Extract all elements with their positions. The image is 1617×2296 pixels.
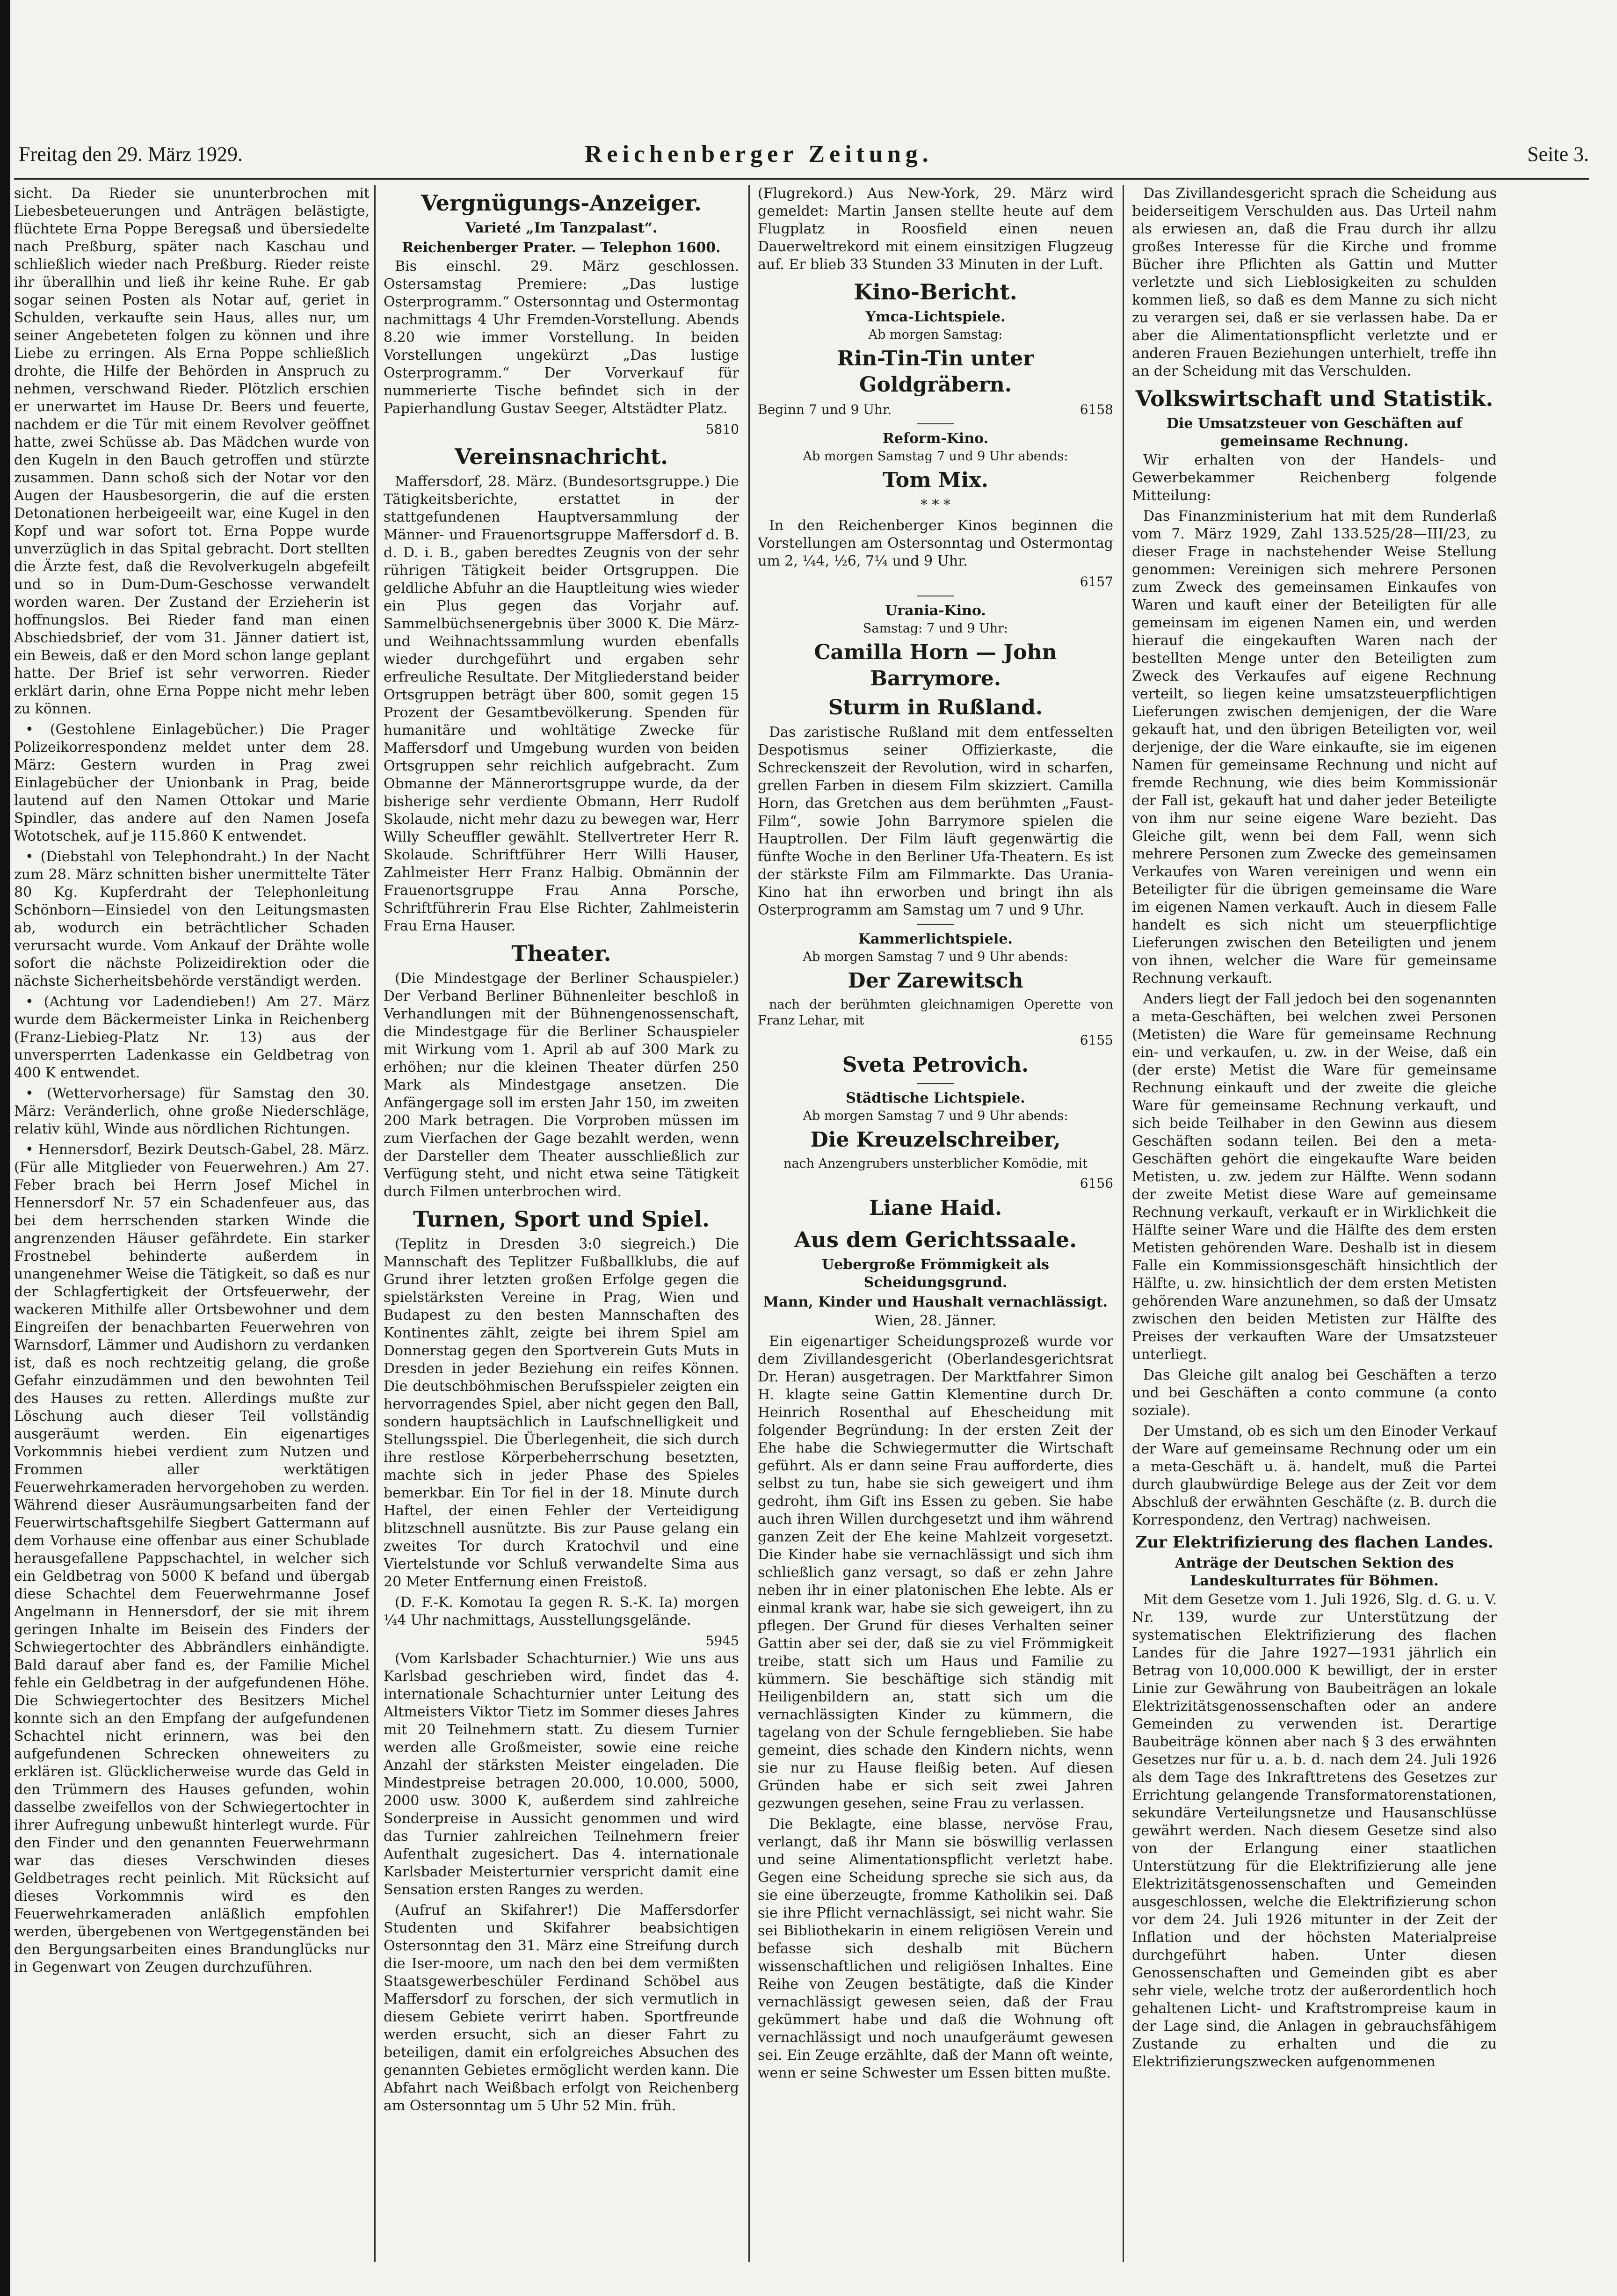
- ymca-film-title: Rin-Tin-Tin unter Goldgräbern.: [837, 347, 1034, 397]
- umsatz-text-1: Das Finanzministerium hat mit dem Runderlaß vom 7. März 1929, Zahl 133.525/28—III/23, zu dieser Frage in nachstehender Weise Stellung genommen: Vereinigen sich mehrere Personen zum Zweck des gemeinsamen Einkaufes von Waren und kauft einer der Beteiligten für alle gemeinsam im eigenen Namen ein, und werden hierauf die eingekauften Waren nach der bestellten Menge unter den Beteiligten zum Zweck des Verkaufes auf eigene Rechnung verteilt, so liegen keine umsatzsteuerpflichtigen Lieferungen zwischen demjenigen, der die Ware gekauft hat, und den übrigen Beteiligten vor, weil derjenige, der die Ware einkaufte, sie im eigenen Namen für gemeinsame Rechnung und nicht auf fremde Rechnung, wie dies beim Kommissionär der Fall ist, gekauft hat und daher jeder Beteiligte von ihm nur seine eigene Ware bezieht. Das Gleiche gilt, wenn bei dem Fall, wenn sich mehrere Personen zum Zwecke des gemeinsamen Verkaufes von Waren vereinigen und wenn ein Beteiligter für die übrigen gemeinsame die Ware im eigenen Namen verkauft. Auch in diesem Falle handelt es sich nicht um steuerpflichtige Lieferungen zwischen den Beteiligten und jenem von ihnen, welcher die Ware für gemeinsame Rechnung verkauft.: [1132, 508, 1497, 987]
- kammer-code: 6155: [1080, 1032, 1113, 1048]
- urania-stars: Camilla Horn — John Barrymore.: [814, 640, 1057, 690]
- gericht-text: Ein eigenartiger Scheidungsprozeß wurde vor dem Zivillandesgericht (Oberlandesgerichtsrat Dr. Heran) ausgetragen. Der Marktfahrer Simon H. klagte seine Gattin Klementine durch Dr. Heinrich Rosenthal auf Ehescheidung mit folgender Begründung: In der ersten Zeit der Ehe habe die Schwiegermutter die Wirtschaft geführt. Als er dann seine Frau aufforderte, dies selbst zu tun, habe sie sich geweigert und ihm gedroht, ihm Gift ins Essen zu geben. Sie habe auch ihren Willen durchgesetzt und ihm während ganzen Zeit der Ehe keine Mahlzeit vorgesetzt. Die Kinder habe sie vernachlässigt und sich ihm schließlich ganz versagt, so daß er zehn Jahre neben ihr in einer platonischen Ehe lebte. Als er einmal krank war, habe sie sich geweigert, ihn zu pflegen. Der Grund für dieses Verhalten seiner Gattin aber sei der, daß sie zu viel Frömmigkeit treibe, statt sich um Haus und Familie zu kümmern. Sie beschäftige sich ständig mit Heiligenbildern an, statt sich um die vernachlässigten Kinder zu kümmern, die tagelang von der Schule ferngeblieben. Sie habe gemeint, dies schade den Kindern nichts, wenn sie nur zu Hause fleißig beten. Auf diesen Gründen habe er sich seit zwei Jahren gezwungen gesehen, seine Frau zu verlassen.: [758, 1333, 1113, 1812]
- staedt-star: Liane Haid.: [869, 1196, 1002, 1220]
- staedt-subline: Ab morgen Samstag 7 und 9 Uhr abends:: [803, 1109, 1068, 1123]
- gericht-dateline: Wien, 28. Jänner.: [874, 1313, 997, 1329]
- umsatzsteuer-subtitle: Die Umsatzsteuer von Geschäften auf gemeinsame Rechnung.: [1166, 415, 1463, 450]
- column-divider-3: [1123, 185, 1124, 2262]
- theater-text: (Die Mindestgage der Berliner Schauspieler.) Der Verband Berliner Bühnenleiter beschloß in Verhandlungen mit der Bühnengenossenschaft, die Mindestgage für die Berliner Schauspieler mit Wirkung vom 1. April ab auf 300 Mark zu erhöhen; nur die kleinen Theater dürfen 250 Mark als Mindestgage ansetzen. Die Anfängergage soll im ersten Jahr 150, im zweiten 200 Mark betragen. Die Vorproben müssen im zum Vierfachen der Gage bezahlt werden, wenn der Darsteller dem Theater ausschließlich zur Verfügung steht, und nicht etwa seine Tätigkeit durch Filmen unterbrochen wird.: [384, 970, 739, 1200]
- scheidung-urteil: Das Zivillandesgericht sprach die Scheidung aus beiderseitigem Verschulden aus. Das Urteil nahm als erwiesen an, daß die Frau durch ihr allzu großes Interesse für die Kirche und fromme Bücher ihre Pflichten als Gattin und Mutter verletzte und sich Lieblosigkeiten zu schulden kommen ließ, so daß es dem Manne zu sich nicht zu verargen sei, daß er sie verlassen habe. Da er aber die Alimentationspflicht verletzte und er anderen Frauen Beziehungen unterhielt, treffe ihn an der Scheidung mit das Verschulden.: [1132, 185, 1497, 379]
- turnen-note: (D. F.-K. Komotau Ia gegen R. S.-K. Ia) morgen ¼4 Uhr nachmittags, Ausstellungsgelände.: [384, 1594, 739, 1628]
- ymca-subline: Ab morgen Samstag:: [868, 327, 1003, 342]
- turnen-code: 5945: [705, 1633, 739, 1649]
- kammer-film-title: Der Zarewitsch: [848, 969, 1023, 993]
- urania-text: Das zaristische Rußland mit dem entfesselten Despotismus seiner Offizierkaste, die Schreckenszeit der Revolution, wird in scharfen, grellen Farben in diesem Film skizziert. Camilla Horn, das Gretchen aus dem berühmten „Faust-Film“, sowie John Barrymore spielen die Hauptrollen. Der Film läuft gegenwärtig die fünfte Woche in den Berliner Ufa-Theatern. Es ist der stärkste Film am Filmmarkte. Das Urania-Kino hat ihn erworben und bringt ihn als Osterprogramm am Samstag um 7 und 9 Uhr.: [758, 724, 1113, 918]
- umsatz-text-3: Das Gleiche gilt analog bei Geschäften a terzo und bei Geschäften a conto commune (a conto soziale).: [1132, 1367, 1497, 1419]
- section-vereinsnachricht: Vereinsnachricht.: [454, 444, 668, 469]
- gericht-subtitle-1: Uebergroße Frömmigkeit als Scheidungsgrund.: [822, 1257, 1049, 1291]
- reform-heading: Reform-Kino.: [882, 430, 989, 447]
- section-kino-bericht: Kino-Bericht.: [854, 279, 1017, 305]
- umsatz-text-4: Der Umstand, ob es sich um den Einoder Verkauf der Ware auf gemeinsame Rechnung oder um ein a meta-Geschäft u. ä. handelt, muß die Partei durch glaubwürdige Belege aus der Zeit vor dem Abschluß der erwähnten Geschäfte (z. B. durch die Korrespondenz, den Vertrag) nachweisen.: [1132, 1423, 1497, 1528]
- news-ladendiebe: • (Achtung vor Ladendieben!) Am 27. März wurde dem Bäckermeister Linka in Reichenberg (Franz-Liebieg-Platz Nr. 13) aus der unversperrten Ladenkasse ein Geldbetrag von 400 K entwendet.: [14, 994, 370, 1081]
- separator: [917, 423, 954, 424]
- reform-film-title: Tom Mix.: [883, 468, 988, 492]
- column-3: [758, 185, 1113, 2262]
- prater-text: Bis einschl. 29. März geschlossen. Ostersamstag Premiere: „Das lustige Osterprogramm.“ Ostersonntag und Ostermontag nachmittags 4 Uhr Fremden-Vorstellung. Abends 8.20 wie immer Vorstellung. In beiden Vorstellungen ungekürzt „Das lustige Osterprogramm.“ Der Vorverkauf für nummerierte Tische befindet sich in der Papierhandlung Gustav Seeger, Altstädter Platz.: [384, 258, 739, 417]
- separator: [917, 924, 954, 925]
- kammer-subline: Ab morgen Samstag 7 und 9 Uhr abends:: [803, 950, 1068, 964]
- masthead-rule: [14, 178, 1589, 180]
- column-4: [1132, 185, 1497, 2262]
- ymca-time-line: [758, 401, 1113, 419]
- turnen-text: (Teplitz in Dresden 3:0 siegreich.) Die Mannschaft des Teplitzer Fußballklubs, die auf Grund ihrer letzten großen Erfolge gegen die spielstärksten Vereine in Prag, Wien und Budapest zu den besten Mannschaften des Kontinentes zählt, zeigte bei ihrem Spiel am Donnerstag gegen den Sportverein Guts Muts in Dresden in jeder Beziehung ein reifes Können. Die deutschböhmischen Berufsspieler zeigten ein hervorragendes Spiel, aber nicht gegen den Ball, sondern hauptsächlich in Laufschnelligkeit und Stellungsspiel. Die Überlegenheit, die sich durch ihre restlose Körperbeherrschung besetzten, machte sich in jeder Phase des Spieles bemerkbar. Ein Tor fiel in der 18. Minute durch Haftel, der einen Fehler der Verteidigung blitzschnell ausnützte. Bis zur Pause gelang ein zweites Tor durch Kratochvil und eine Viertelstunde vor Schluß verwandelte Sima aus 20 Meter Entfernung einen Freistoß.: [384, 1236, 739, 1590]
- prater-code: 5810: [705, 421, 739, 437]
- umsatz-intro: Wir erhalten von der Handels- und Gewerbekammer Reichenberg folgende Mitteilung:: [1132, 452, 1497, 504]
- article-notar-continued: sicht. Da Rieder sie ununterbrochen mit Liebesbeteuerungen und Anträgen belästigte, flüchtete Erna Poppe Beregsaß und übersiedelte nach Preßburg, später nach Kaschau und schließlich wieder nach Preßburg. Rieder reiste ihr überallhin und ließ ihr keine Ruhe. Er gab sogar seinen Posten als Notar auf, geriet in Schulden, verkaufte sein Haus, alles nur, um seiner Angebeteten folgen zu können und ihre Liebe zu erringen. Als Erna Poppe schließlich drohte, die Hilfe der Behörden in Anspruch zu nehmen, verschwand Rieder. Plötzlich erschien er unerwartet im Hause Dr. Beers und feuerte, nachdem er die Tür mit einem Revolver geöffnet hatte, zwei Schüsse ab. Das Mädchen wurde von den Kugeln in den Bauch getroffen und stürzte zusammen. Dann schoß sich der Notar vor den Augen der Hausbesorgerin, die auf die ersten Detonationen herbeigeeilt war, eine Kugel in den Kopf und war sofort tot. Erna Poppe wurde unverzüglich in das Spital gebracht. Dort stellten die Ärzte fest, daß die Revolverkugeln abgefeilt und so in Dum-Dum-Geschosse verwandelt worden waren. Der Zustand der Erzieherin ist hoffnungslos. Bei Rieder fand man einen Abschiedsbrief, der vom 31. Jänner datiert ist, ein Beweis, daß er den Mord schon lange geplant hatte. Der Brief ist sehr verworren. Rieder erklärt darin, ohne Erna Poppe nicht mehr leben zu können.: [14, 185, 370, 717]
- ymca-time: Beginn 7 und 9 Uhr.: [758, 402, 892, 417]
- kinos-code: 6157: [1080, 574, 1113, 589]
- urania-heading: Urania-Kino.: [885, 603, 986, 619]
- turnen-code-line: [384, 1632, 739, 1650]
- newspaper-title: Reichenberger Zeitung.: [585, 141, 933, 167]
- scan-edge: [0, 0, 10, 2296]
- schach-text: (Vom Karlsbader Schachturnier.) Wie uns aus Karlsbad geschrieben wird, findet das 4. internationale Schachturnier unter Leitung des Altmeisters Viktor Tietz im Sommer dieses Jahres mit 20 Teilnehmern statt. Zu diesem Turnier werden alle Großmeister, sowie eine reiche Anzahl der stärksten Meister eingeladen. Die Mindestpreise betragen 20.000, 10.000, 5000, 2000 usw. 3000 K, außerdem sind zahlreiche Sonderpreise in Aussicht genommen und wird das Turnier zahlreichen Teilnehmern freier Aufenthalt zugesichert. Das 4. internationale Karlsbader Meisterturnier verspricht damit eine Sensation ersten Ranges zu werden.: [384, 1650, 739, 1898]
- news-hennersdorf: • Hennersdorf, Bezirk Deutsch-Gabel, 28. März. (Für alle Mitglieder von Feuerwehren.) Am 27. Feber brach bei Herrn Josef Michel in Hennersdorf Nr. 57 ein Schadenfeuer aus, das bei dem herrschenden starken Winde die angrenzenden Häuser gefährdete. Ein starker Frostnebel behinderte außerdem in unangenehmer Weise die Tätigkeit, so daß es nur der Schlagfertigkeit der Ortsfeuerwehr, der wackeren Mithilfe aller Ortsbewohner und dem Eingreifen der benachbarten Feuerwehren von Warnsdorf, Lämmer und Audishorn zu verdanken ist, daß es noch rechtzeitig gelang, die große Gefahr einzudämmen und den bewohnten Teil des Hauses zu retten. Allerdings mußte zur Löschung auch dieser Teil vollständig ausgeräumt werden. Ein eigenartiges Vorkommnis hiebei verdient zum Nutzen und Frommen aller werktätigen Feuerwehrkameraden hervorgehoben zu werden. Während dieser Ausräumungsarbeiten fand der Feuerwirtschaftsgehilfe Siegbert Gattermann auf dem Vorhause eine offenbar aus einer Schublade herausgefallene Pappschachtel, in welcher sich ein Geldbetrag von 5000 K befand und übergab diese Schachtel dem Feuerwehrmanne Josef Angelmann in Hennersdorf, der sie mit ihrem geringen Inhalte im Beisein des Finders der Schwiegertochter des Abbrändlers einhändigte. Bald darauf aber fand es, der Familie Michel fehle ein Geldbetrag in der aufgefundenen Höhe. Die Schwiegertochter des Besitzers Michel konnte sich an den Empfang der aufgefundenen Schachtel nicht erinnern, was bei den aufgefundenen Schrecken ohneweiters zu erklären ist. Glücklicherweise wurde das Geld in den Trümmern des Hauses gefunden, wohin dasselbe zweifellos von der Schwiegertochter in ihrer Aufregung unbewußt hinterlegt wurde. Für den Finder und den genannten Feuerwehrmann war das dieses Verschwinden dieses Geldbetrages recht peinlich. Mit Rücksicht auf dieses Vorkommnis wird es den Feuerwehrkameraden anläßlich empfohlen werden, übergebenen von Wertgegenständen bei den Bergungsarbeiten eines Brandunglücks nur in Gegenwart von Zeugen durchzuführen.: [14, 1141, 370, 1976]
- umsatz-text-2: Anders liegt der Fall jedoch bei den sogenannten a meta-Geschäften, bei welchen zwei Personen (Metisten) die Ware für gemeinsame Rechnung ein- und verkaufen, u. zw. in der Weise, daß ein (der erste) Metist die Ware für gemeinsame Rechnung einkauft und der zweite die gleiche Ware für gemeinsame Rechnung verkauft, und sich beide Teilhaber in den Gewinn aus diesem Geschäften sodann teilen. Bei den a meta-Geschäften gehört die eingekaufte Ware beiden Metisten, u. zw. jedem zur Hälfte. Wenn sodann der zweite Metist diese Ware auf gemeinsame Rechnung verkauft, verkauft er in Wirklichkeit die Hälfte seiner Ware und die Hälfte des dem ersten Metisten gehörenden Ware. Deshalb ist in diesem Falle ein Kommissionsgeschäft hinsichtlich der Hälfte, u. zw. hinsichtlich der dem ersten Metisten gehörenden Ware anzunehmen, so daß der Umsatz zwischen den beiden Metisten zur Hälfte des Preises der verkauften Ware der Umsatzsteuer unterliegt.: [1132, 991, 1497, 1363]
- masthead: [14, 140, 1589, 173]
- staedt-heading: Städtische Lichtspiele.: [846, 1090, 1025, 1106]
- prater-code-line: [384, 421, 739, 438]
- elektrifizierung-text: Mit dem Gesetze vom 1. Juli 1926, Slg. d. G. u. V. Nr. 139, wurde zur Unterstützung der systematischen Elektrifizierung des flachen Landes für die Jahre 1927—1931 jährlich ein Betrag von 10,000.000 K bewilligt, der in erster Linie zur Gewährung von Baubeiträgen an lokale Elektrizitätsgenossenschaften oder an andere Gemeinden zu verwenden ist. Derartige Baubeiträge können aber nach § 3 des erwähnten Gesetzes nur für u. a. b. d. nach dem 24. Juli 1926 als dem Tage des Inkrafttretens des Gesetzes zur Errichtung gelangende Transformatorenstationen, sekundäre Verteilungsnetze und Hausanschlüsse gewährt werden. Nach diesem Gesetze sind also von der Erlangung einer staatlichen Unterstützung für die Elektrifizierung alle jene Elektrizitätsgenossenschaften und Gemeinden ausgeschlossen, welche die Elektrifizierung schon vor dem 24. Juli 1926 mitunter in der Zeit der Inflation und der höchsten Materialpreise durchgeführt haben. Unter diesen Genossenschaften und Gemeinden gibt es aber sehr viele, welche trotz der außerordentlich hoch gehaltenen Licht- und Kraftstrompreise kaum in der Lage sind, die Anlagen in gebrauchsfähigem Zustande zu erhalten und die zu Elektrifizierungszwecken aufgenommenen: [1132, 1591, 1497, 2070]
- kinos-code-line: [758, 573, 1113, 591]
- section-gerichtssaal: Aus dem Gerichtssaale.: [794, 1227, 1077, 1252]
- news-wettervorhersage: • (Wettervorhersage) für Samstag den 30. März: Veränderlich, ohne große Niederschläge, relativ kühl, Winde aus nördlichen Richtungen.: [14, 1085, 370, 1137]
- column-2: [384, 185, 739, 2262]
- urania-film-title: Sturm in Rußland.: [828, 696, 1043, 719]
- issue-date: Freitag den 29. März 1929.: [19, 143, 243, 166]
- column-divider-1: [374, 185, 376, 2262]
- reform-subline: Ab morgen Samstag 7 und 9 Uhr abends:: [803, 449, 1068, 464]
- page-number: Seite 3.: [1527, 143, 1589, 166]
- kinos-text: In den Reichenberger Kinos beginnen die Vorstellungen am Ostersonntag und Ostermontag um 2, ¼4, ½6, 7¼ und 9 Uhr.: [758, 517, 1113, 569]
- prater-heading: Reichenberger Prater. — Telephon 1600.: [402, 240, 721, 256]
- staedt-code: 6156: [1080, 1176, 1113, 1191]
- news-telephondraht: • (Diebstahl von Telephondraht.) In der Nacht zum 28. März schnitten bisher unermittelte Täter 80 Kg. Kupferdraht der Telephonleitung Schönborn—Einsiedel von den Leitungsmasten ab, wodurch ein beträchtlicher Schaden verursacht wurde. Vom Ankauf der Drähte wolle sofort die nächste Polizeidirektion oder die nächste Sicherheitsbehörde verständigt werden.: [14, 849, 370, 989]
- gericht-subtitle-2: Mann, Kinder und Haushalt vernachlässigt.: [763, 1294, 1108, 1310]
- kammer-heading: Kammerlichtspiele.: [858, 931, 1013, 947]
- section-elektrifizierung: Zur Elektrifizierung des flachen Landes.: [1135, 1533, 1494, 1552]
- gericht-text-2: Die Beklagte, eine blasse, nervöse Frau, verlangt, daß ihr Mann sie böswillig verlassen und seine Alimentationspflicht verletzt habe. Gegen eine Scheidung spreche sie sich aus, da sie eine überzeugte, fromme Katholikin sei. Daß sie ihre Pflicht vernachlässigt, sei nicht wahr. Sie sei Bibliothekarin in einem religiösen Verein und befasse sich deshalb mit Büchern wissenschaftlichen und religiösen Inhaltes. Eine Reihe von Zeugen bestätigte, daß die Kinder vernachlässigt gewesen seien, daß der Frau gekümmert habe und daß die Wohnung oft vernachlässigt und noch unaufgeräumt gewesen sei. Ein Zeuge erzählte, daß der Mann oft weinte, wenn er seine Schwester um Essen bitten mußte.: [758, 1816, 1113, 2081]
- staedt-code-line: [758, 1175, 1113, 1192]
- urania-subline: Samstag: 7 und 9 Uhr:: [863, 621, 1008, 636]
- column-divider-2: [748, 185, 750, 2262]
- ymca-heading: Ymca-Lichtspiele.: [865, 309, 1006, 325]
- section-vergnuegungs-anzeiger: Vergnügungs-Anzeiger.: [421, 190, 702, 216]
- news-einlagebuecher: • (Gestohlene Einlagebücher.) Die Prager Polizeikorrespondenz meldet unter dem 28. März: Gestern wurden in Prag zwei Einlagebücher der Unionbank in Prag, beide lautend auf den Namen Ottokar und Marie Spindler, das andere auf den Namen Josefa Wototschek, auf je 115.860 K entwendet.: [14, 721, 370, 844]
- section-volkswirtschaft: Volkswirtschaft und Statistik.: [1135, 386, 1494, 411]
- kammer-star: Sveta Petrovich.: [842, 1053, 1029, 1077]
- section-turnen-sport: Turnen, Sport und Spiel.: [413, 1206, 710, 1232]
- vereins-text: Maffersdorf, 28. März. (Bundesortsgruppe.) Die Tätigkeitsberichte, erstattet in der stattgefundenen Hauptversammlung der Männer- und Frauenortsgruppe Maffersdorf d. B. d. D. i. B., gaben beredtes Zeugnis von der sehr rührigen Tätigkeit beider Ortsgruppen. Die geldliche Abfuhr an die Hauptleitung wies wieder ein Plus gegen das Vorjahr auf. Sammelbüchsenergebnis über 3000 K. Die März- und Weihnachtssammlung wurden ebenfalls wieder durchgeführt und ergaben sehr erfreuliche Resultate. Der Mitgliederstand beider Ortsgruppen beträgt über 800, somit gegen 15 Prozent der Gesamtbevölkerung. Spenden für humanitäre und wohltätige Zwecke für Maffersdorf und Umgebung wurden von beiden Ortsgruppen sehr reichlich aufgebracht. Zum Obmanne der Männerortsgruppe wurde, da der bisherige sehr verdiente Obmann, Herr Rudolf Skolaude, nicht mehr dazu zu bewegen war, Herr Willy Scheuffler gewählt. Stellvertreter Herr R. Skolaude. Schriftführer Herr Willi Hauser, Zahlmeister Herr Franz Halbig. Obmännin der Frauenortsgruppe Frau Anna Porsche, Schriftführerin Frau Else Richter, Zahlmeisterin Frau Erna Hauser.: [384, 473, 739, 934]
- variete-heading: Varieté „Im Tanzpalast“.: [465, 220, 658, 236]
- skifahrer-text: (Aufruf an Skifahrer!) Die Maffersdorfer Studenten und Skifahrer beabsichtigen Ostersonntag den 31. März eine Streifung durch die Iser-moore, um nach den bei dem vermißten Staatsgewerbeschüler Ferdinand Schöbel aus Maffersdorf zu forschen, der sich vermutlich in diesem Gebiete verirrt haben. Sportfreunde werden ersucht, sich an dieser Fahrt zu beteiligen, damit ein erfolgreiches Absuchen des genannten Gebietes ermöglicht werden kann. Die Abfahrt nach Weißbach erfolgt von Reichenberg am Ostersonntag um 5 Uhr 52 Min. früh.: [384, 1902, 739, 2114]
- ymca-code: 6158: [1080, 402, 1113, 417]
- column-1: [14, 185, 370, 2262]
- elektrifizierung-subtitle: Anträge der Deutschen Sektion des Landeskulturrates für Böhmen.: [1175, 1555, 1454, 1589]
- section-theater: Theater.: [511, 941, 611, 966]
- kammer-code-line: [758, 1032, 1113, 1049]
- stars-divider: * * *: [920, 497, 951, 513]
- staedt-film-title: Die Kreuzelschreiber,: [810, 1128, 1061, 1152]
- separator: [917, 1083, 954, 1084]
- kammer-text: nach der berühmten gleichnamigen Operette von Franz Lehar, mit: [758, 997, 1113, 1028]
- flugrekord-text: (Flugrekord.) Aus New-York, 29. März wird gemeldet: Martin Jansen stellte heute auf dem Flugplatz in Roosfield einen neuen Dauerweltrekord mit einem einsitzigen Flugzeug auf. Er blieb 33 Stunden 33 Minuten in der Luft.: [758, 185, 1113, 273]
- staedt-text: nach Anzengrubers unsterblicher Komödie, mit: [783, 1156, 1088, 1171]
